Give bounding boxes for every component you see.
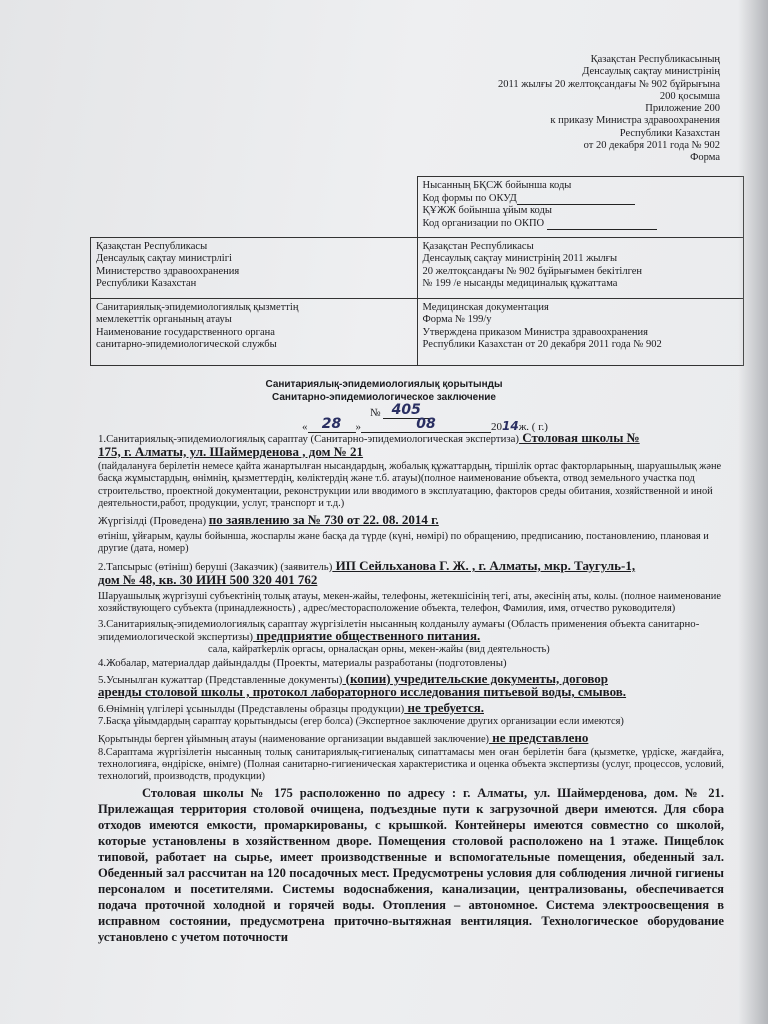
item-7b: Қорытынды берген ұйымның атауы (наименование организации выдавшей заключение) не представлено — [98, 729, 589, 745]
other-org-value: не представлено — [489, 729, 589, 745]
samples-value: не требуется. — [404, 699, 484, 715]
customer-address-value: дом № 48, кв. 30 ИИН 500 320 401 762 — [98, 571, 318, 587]
codes-cell — [417, 177, 744, 238]
scope-value: предприятие общественного питания. — [253, 628, 481, 644]
header-line: Денсаулық сақтау министрінің — [582, 66, 720, 78]
agency-line: Наименование государственного органа — [96, 326, 275, 338]
approval-line: № 199 /е нысанды медициналық құжаттама — [422, 278, 618, 290]
header-line: Приложение 200 — [645, 103, 720, 115]
ministry-cell — [91, 237, 418, 298]
documents-value: (копии) учредительские документы, договор — [342, 670, 609, 686]
item-3-note: сала, кайратkерлік оргасы, орналасқан орны, мекен-жайы (вид деятельность) — [208, 643, 550, 655]
medical-doc-line: Форма № 199/у — [422, 314, 492, 326]
document-body — [98, 432, 724, 945]
code-line: ҚҰЖЖ бойынша ұйым коды — [422, 205, 552, 216]
item-4: 4.Жобалар, материалдар дайындалды (Проекты, материалы разработаны (подготовлены) — [98, 656, 507, 669]
documents-value-cont: аренды столовой школы , протокол лабораторного исследования питьевой воды, смывов. — [98, 684, 627, 700]
approval-line: Қазақстан Республикасы — [422, 240, 534, 252]
agency-line: санитарно-эпидемиологической службы — [96, 339, 277, 351]
header-line: Республики Казахстан — [619, 127, 720, 139]
ministry-line: Республики Казахстан — [96, 278, 197, 290]
ministry-line: Қазақстан Республикасы — [96, 240, 208, 252]
item-7: 7.Басқа ұйымдардың сараптау қорытындысы (егер болса) (Экспертное заключение других организации если имеются) — [98, 716, 624, 728]
item-2-note: Шаруашылық жүргізуші субъектінің толық атауы, мекен-жайы, телефоны, жетекшісінің тегі, аты, әкесінің аты, колы. (полное наименование хозяйствующего субъекта (принадлежность) , адрес/месторасположение объекта, телефон, Фамилия, имя, отчество руководителя) — [98, 591, 721, 615]
agency-cell — [91, 298, 418, 365]
agency-line: Санитариялық-эпидемиологиялық қызметтің — [96, 301, 299, 313]
item-1: 1.Санитариялық-эпидемиологиялық сараптау (Санитарно-эпидемиологическая экспертиза) Столовая школы № — [98, 430, 640, 445]
header-line: от 20 декабря 2011 года № 902 — [583, 140, 720, 152]
application-value: по заявлению за № 730 от 22. 08. 2014 г. — [208, 512, 439, 527]
medical-doc-cell — [417, 298, 744, 365]
approval-line: 20 желтоқсандағы № 902 бұйрығымен бекітілген — [422, 265, 643, 277]
object-address-value: 175, г. Алматы, ул. Шаймерденова , дом № 21 — [98, 443, 364, 459]
item-1b-note: өтініш, ұйғарым, қаулы бойынша, жоспарлы және басқа да түрде (күні, нөмірі) по обращению, предписанию, постановлению, плановая и другие (дата, номер) — [98, 530, 709, 554]
number-sign: № — [370, 407, 381, 419]
form-header-table — [90, 176, 744, 366]
header-line: 200 қосымша — [659, 90, 720, 102]
item-5-cont — [98, 686, 724, 700]
code-line: Код организации по ОКПО — [423, 218, 739, 231]
header-line: Форма — [690, 152, 720, 164]
header-line: Қазақстан Республикасының — [590, 54, 720, 65]
title-kz: Санитариялық-эпидемиологиялық қорытынды — [265, 379, 503, 390]
medical-doc-line: Медицинская документация — [422, 301, 549, 313]
object-description: Столовая школы № 175 расположенно по адресу : г. Алматы, ул. Шаймерденова, дом. № 21. Прилежащая территория столовой очищена, подъездные пути к загрузочной двери имеются. Для сбора отходов имеются емкости, промаркированы, с крышкой. Контейнеры имеются совместно со школой, которые установлены в хозяйственном дворе. Помещения столовой расположено на 1 этаже. Пищеблок типовой, работает на сырье, имеет производственные и вспомогательные помещения, обеденный зал. Обеденный зал рассчитан на 120 посадочных мест. Предусмотрены условия для соблюдения личной гигиены персоналом и посетителями. Системы водоснабжения, канализации, централизованы, обеспечивается подача проточной холодной и горячей воды. Отопления – автономное. Система электроосвещения в исправном состоянии, предусмотрена приточно-вытяжная вентиляция. Технологическое оборудование установлено с учетом поточности — [98, 786, 724, 945]
header-line: к приказу Министра здравоохранения — [550, 115, 720, 127]
medical-doc-line: Республики Казахстан от 20 декабря 2011 года № 902 — [422, 339, 662, 351]
ministry-line: Министерство здравоохранения — [96, 265, 240, 277]
item-1b: Жүргізілді (Проведена) по заявлению за № 730 от 22. 08. 2014 г. — [98, 512, 439, 527]
certificate-date: « 28 » 08 2014ж. ( г.) — [302, 416, 548, 433]
header-line: 2011 жылғы 20 желтоқсандағы № 902 бұйрығына — [498, 78, 720, 90]
handwritten-number: 405 — [391, 402, 421, 418]
ministry-line: Денсаулық сақтау министрлігі — [96, 253, 232, 265]
header-annex-block — [390, 54, 720, 165]
handwritten-year: 14 — [502, 419, 519, 433]
item-2-cont — [98, 571, 724, 588]
approval-line: Денсаулық сақтау министрінің 2011 жылғы — [422, 253, 618, 265]
item-8: 8.Сараптама жүргізілетін нысанның толық санитариялық-гигиеналық сипаттамасы мен оған берілетін баға (қызметке, үрдіске, жағдайға, технологияға, өндіріске, өнімге) (Полная санитарно-гигиеническая характеристика и оценка объекта экспертизы (услуг, процессов, условий, технологий, производств, продукции) — [98, 746, 724, 783]
item-1-cont — [98, 443, 724, 460]
code-line: Код формы по ОКУД — [423, 193, 739, 206]
approval-cell — [417, 237, 744, 298]
item-5: 5.Усынылган кужаттар (Представленные документы) (копии) учредительские документы, договор — [98, 670, 609, 686]
item-2: 2.Тапсырыс (өтініш) беруші (Заказчик) (заявитель) ИП Сейльханова Г. Ж. , г. Алматы, мкр. Таугуль-1, — [98, 558, 636, 573]
item-6: 6.Өнімнің үлгілері ұсынылды (Представлены образцы продукции) не требуется. — [98, 699, 484, 715]
item-3: 3.Санитариялық-эпидемиологиялық сараптау жүргізілетін нысанның колданылу аумағы (Область применения объекта санитарно-эпидемиологической экспертизы) предприятие общественного питания. — [98, 617, 700, 644]
item-1-note: (пайдалануға берілетін немесе қайта жанартылған нысандардың, жобалық құжаттардың, тіршілік ортас факторларының, шаруашылық және басқа жұмыстардың, өнімнің, қызметтердің, көліктердің және т.б. атауы)(полное наименование объекта, отвод земельного участка под строительство, проектной документации, реконструкции или вводимого в эксплуатацию, факторов среды обитания, хозяйственной и иной деятельности,работ, продукции, услуг, транспорт и т.д.) — [98, 461, 722, 509]
handwritten-day: 28 — [321, 416, 342, 432]
medical-doc-line: Утверждена приказом Министра здравоохранения — [422, 326, 648, 338]
handwritten-month: 08 — [416, 416, 436, 432]
code-line: Нысанның БҚСЖ бойынша коды — [422, 180, 572, 191]
object-name-value: Столовая школы № — [519, 430, 640, 445]
customer-value: ИП Сейльханова Г. Ж. , г. Алматы, мкр. Таугуль-1, — [332, 558, 636, 573]
title-ru: Санитарно-эпидемиологическое заключение — [272, 392, 496, 403]
agency-line: мемлекеттік органының атауы — [96, 314, 232, 326]
empty-cell — [91, 177, 418, 238]
